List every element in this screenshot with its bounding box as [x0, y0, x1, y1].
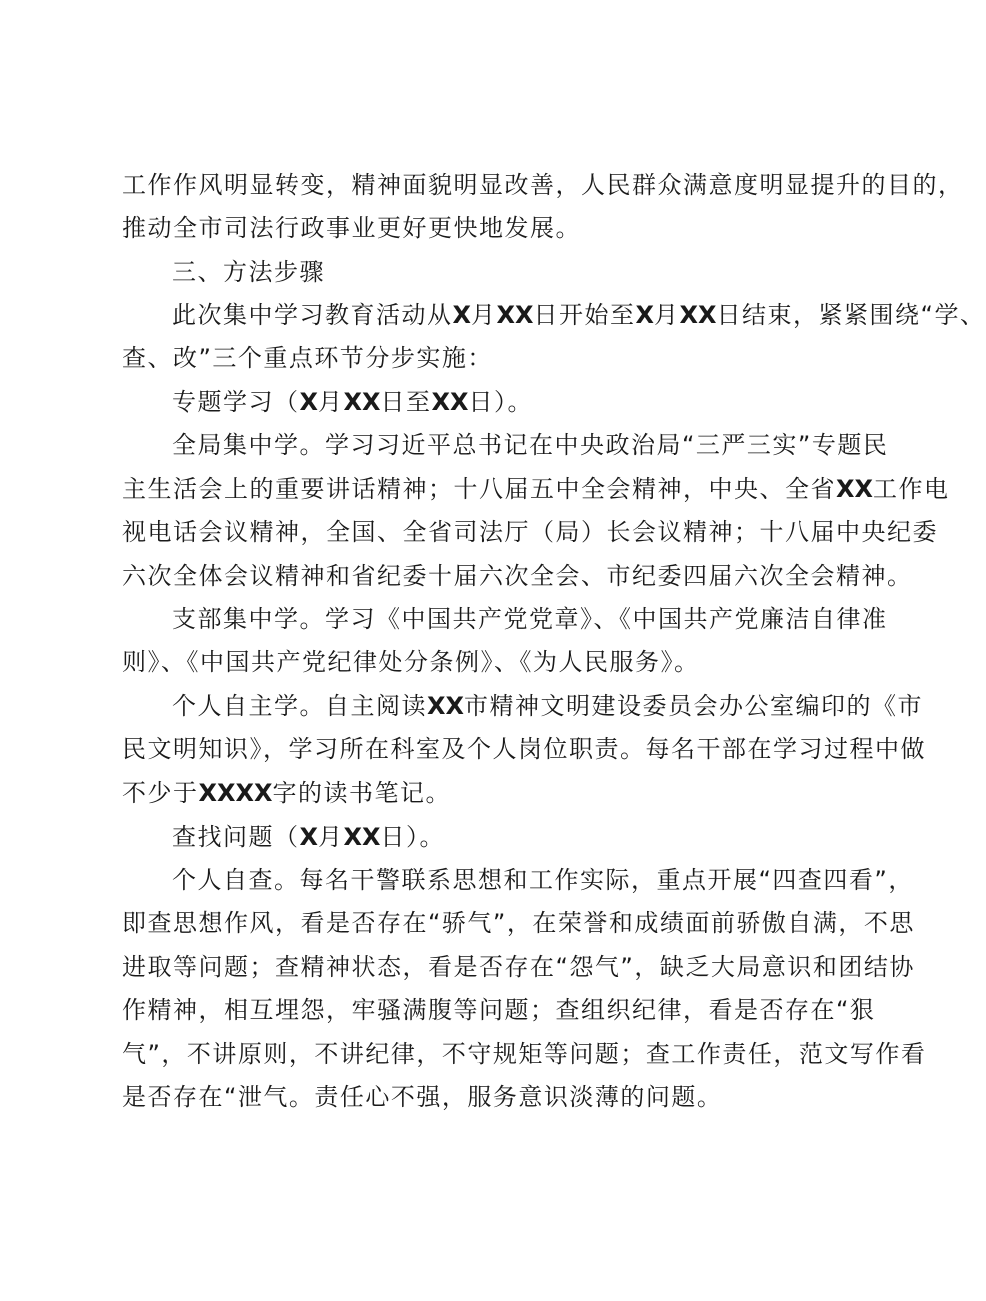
paragraph-line: 民文明知识》，学习所在科室及个人岗位职责。每名干部在学习过程中做 — [122, 735, 926, 763]
paragraph-line: 支部集中学。学习《中国共产党党章》、《中国共产党廉洁自律准 — [172, 605, 888, 633]
paragraph-line: 个人自主学。自主阅读XX市精神文明建设委员会办公室编印的《市 — [172, 692, 924, 720]
paragraph-line: 作精神，相互埋怨，牢骚满腹等问题；查组织纪律，看是否存在“狠 — [122, 996, 876, 1024]
paragraph-line: 工作作风明显转变，精神面貌明显改善，人民群众满意度明显提升的目的， — [122, 171, 964, 199]
paragraph-line: 六次全体会议精神和省纪委十届六次全会、市纪委四届六次全会精神。 — [122, 562, 913, 590]
paragraph-line: 个人自查。每名干警联系思想和工作实际，重点开展“四查四看”， — [172, 866, 914, 894]
section-heading: 三、方法步骤 — [172, 258, 325, 286]
paragraph-line: 推动全市司法行政事业更好更快地发展。 — [122, 214, 581, 242]
paragraph-line: 即查思想作风，看是否存在“骄气”，在荣誉和成绩面前骄傲自满，不思 — [122, 909, 915, 937]
subheading-study: 专题学习（X月XX日至XX日）。 — [172, 388, 534, 416]
paragraph-line: 视电话会议精神，全国、全省司法厅（局）长会议精神；十八届中央纪委 — [122, 518, 938, 546]
paragraph-line: 则》、《中国共产党纪律处分条例》、《为人民服务》。 — [122, 648, 700, 676]
paragraph-line: 此次集中学习教育活动从X月XX日开始至X月XX日结束，紧紧围绕“学、 — [172, 301, 986, 329]
paragraph-line: 主生活会上的重要讲话精神；十八届五中全会精神，中央、全省XX工作电 — [122, 475, 950, 503]
paragraph-line: 是否存在“泄气。责任心不强，服务意识淡薄的问题。 — [122, 1083, 723, 1111]
paragraph-line: 进取等问题；查精神状态，看是否存在“怨气”，缺乏大局意识和团结协 — [122, 953, 915, 981]
paragraph-line: 查、改”三个重点环节分步实施： — [122, 344, 493, 372]
paragraph-line: 气”，不讲原则，不讲纪律，不守规矩等问题；查工作责任，范文写作看 — [122, 1040, 927, 1068]
subheading-find-problems: 查找问题（X月XX日）。 — [172, 823, 446, 851]
paragraph-line: 不少于XXXX字的读书笔记。 — [122, 779, 452, 807]
paragraph-line: 全局集中学。学习习近平总书记在中央政治局“三严三实”专题民 — [172, 431, 889, 459]
